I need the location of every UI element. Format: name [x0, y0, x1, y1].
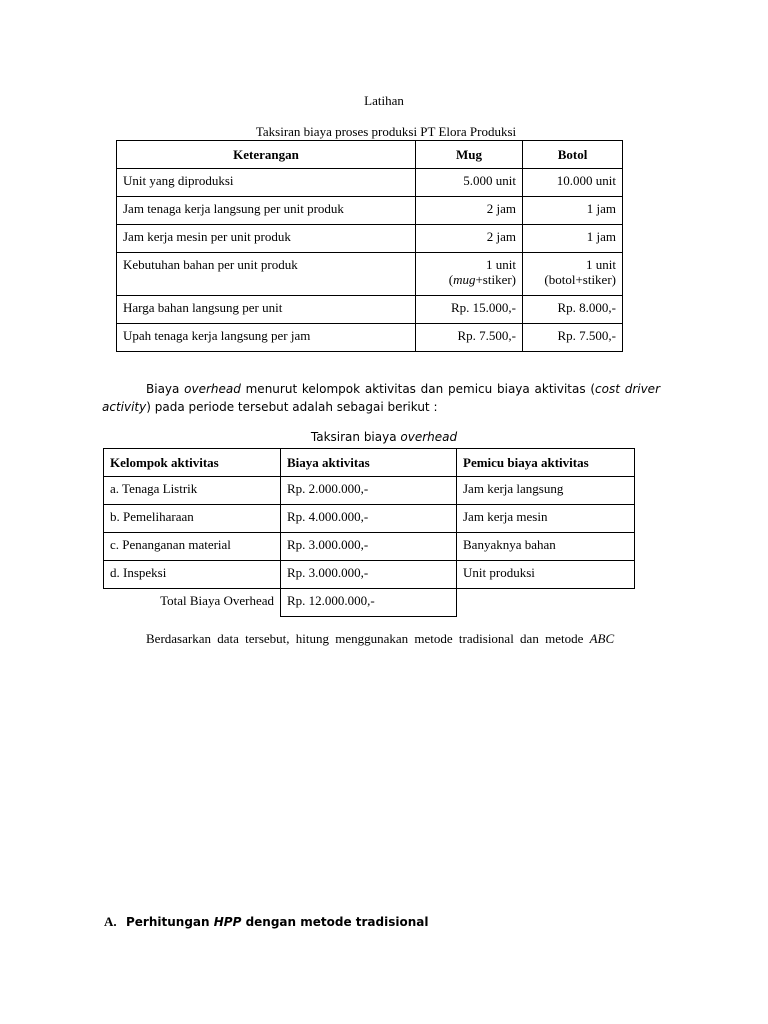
table-row: [117, 253, 623, 296]
instruction-paragraph: Berdasarkan data tersebut, hitung menggunakan metode tradisional dan metode ABC: [146, 631, 615, 646]
activity-group: d. Inspeksi: [104, 561, 281, 589]
mug-value: 5.000 unit: [416, 169, 523, 197]
table-header-row: [117, 141, 623, 169]
table-row: [104, 477, 635, 505]
activity-group: b. Pemeliharaan: [104, 505, 281, 533]
header-biaya: Biaya aktivitas: [281, 449, 457, 477]
botol-value: 1 jam: [523, 197, 623, 225]
botol-value: 10.000 unit: [523, 169, 623, 197]
mug-value: Rp. 15.000,-: [416, 296, 523, 324]
botol-line1: 1 unit: [586, 257, 616, 272]
botol-line2: (botol+stiker): [544, 272, 616, 287]
section-a-heading: A. Perhitungan HPP dengan metode tradisional: [104, 914, 429, 929]
table-row: [117, 197, 623, 225]
activity-group: c. Penanganan material: [104, 533, 281, 561]
header-keterangan: Keterangan: [117, 141, 416, 169]
row-label: Jam kerja mesin per unit produk: [117, 225, 416, 253]
overhead-paragraph: Biaya overhead menurut kelompok aktivitas dan pemicu biaya aktivitas (cost driver activity) pada periode tersebut adalah sebagai berikut :: [102, 382, 661, 414]
botol-value: [523, 253, 623, 296]
table-row: [117, 324, 623, 352]
mug-value: 2 jam: [416, 197, 523, 225]
row-label: Unit yang diproduksi: [117, 169, 416, 197]
mug-value: Rp. 7.500,-: [416, 324, 523, 352]
mug-value: [416, 253, 523, 296]
page-title: Latihan: [364, 93, 404, 108]
header-pemicu: Pemicu biaya aktivitas: [457, 449, 635, 477]
header-botol: Botol: [523, 141, 623, 169]
activity-cost: Rp. 3.000.000,-: [281, 561, 457, 589]
section-marker: A.: [104, 914, 117, 929]
activity-driver: Jam kerja langsung: [457, 477, 635, 505]
table-row: [117, 296, 623, 324]
mug-line1: 1 unit: [486, 257, 516, 272]
table-row: [117, 225, 623, 253]
activity-driver: Unit produksi: [457, 561, 635, 589]
empty-cell: [457, 589, 635, 617]
activity-group: a. Tenaga Listrik: [104, 477, 281, 505]
total-row: [104, 589, 635, 617]
table-row: [104, 561, 635, 589]
production-cost-table: [116, 140, 623, 352]
table-row: [117, 169, 623, 197]
overhead-cost-table: [103, 448, 635, 617]
row-label: Harga bahan langsung per unit: [117, 296, 416, 324]
activity-driver: Banyaknya bahan: [457, 533, 635, 561]
table1-caption: Taksiran biaya proses produksi PT Elora Produksi: [255, 124, 517, 139]
botol-value: Rp. 7.500,-: [523, 324, 623, 352]
total-label: Total Biaya Overhead: [160, 593, 274, 608]
mug-line2: (mug+stiker): [448, 272, 516, 287]
total-value: Rp. 12.000.000,-: [281, 589, 457, 617]
activity-cost: Rp. 4.000.000,-: [281, 505, 457, 533]
table-header-row: [104, 449, 635, 477]
mug-value: 2 jam: [416, 225, 523, 253]
row-label: Upah tenaga kerja langsung per jam: [117, 324, 416, 352]
activity-cost: Rp. 2.000.000,-: [281, 477, 457, 505]
table-row: [104, 505, 635, 533]
activity-driver: Jam kerja mesin: [457, 505, 635, 533]
header-mug: Mug: [416, 141, 523, 169]
header-kelompok: Kelompok aktivitas: [104, 449, 281, 477]
activity-cost: Rp. 3.000.000,-: [281, 533, 457, 561]
row-label: Jam tenaga kerja langsung per unit produk: [117, 197, 416, 225]
botol-value: Rp. 8.000,-: [523, 296, 623, 324]
botol-value: 1 jam: [523, 225, 623, 253]
table2-caption: Taksiran biaya overhead: [310, 430, 458, 444]
table-row: [104, 533, 635, 561]
row-label: Kebutuhan bahan per unit produk: [117, 253, 416, 296]
